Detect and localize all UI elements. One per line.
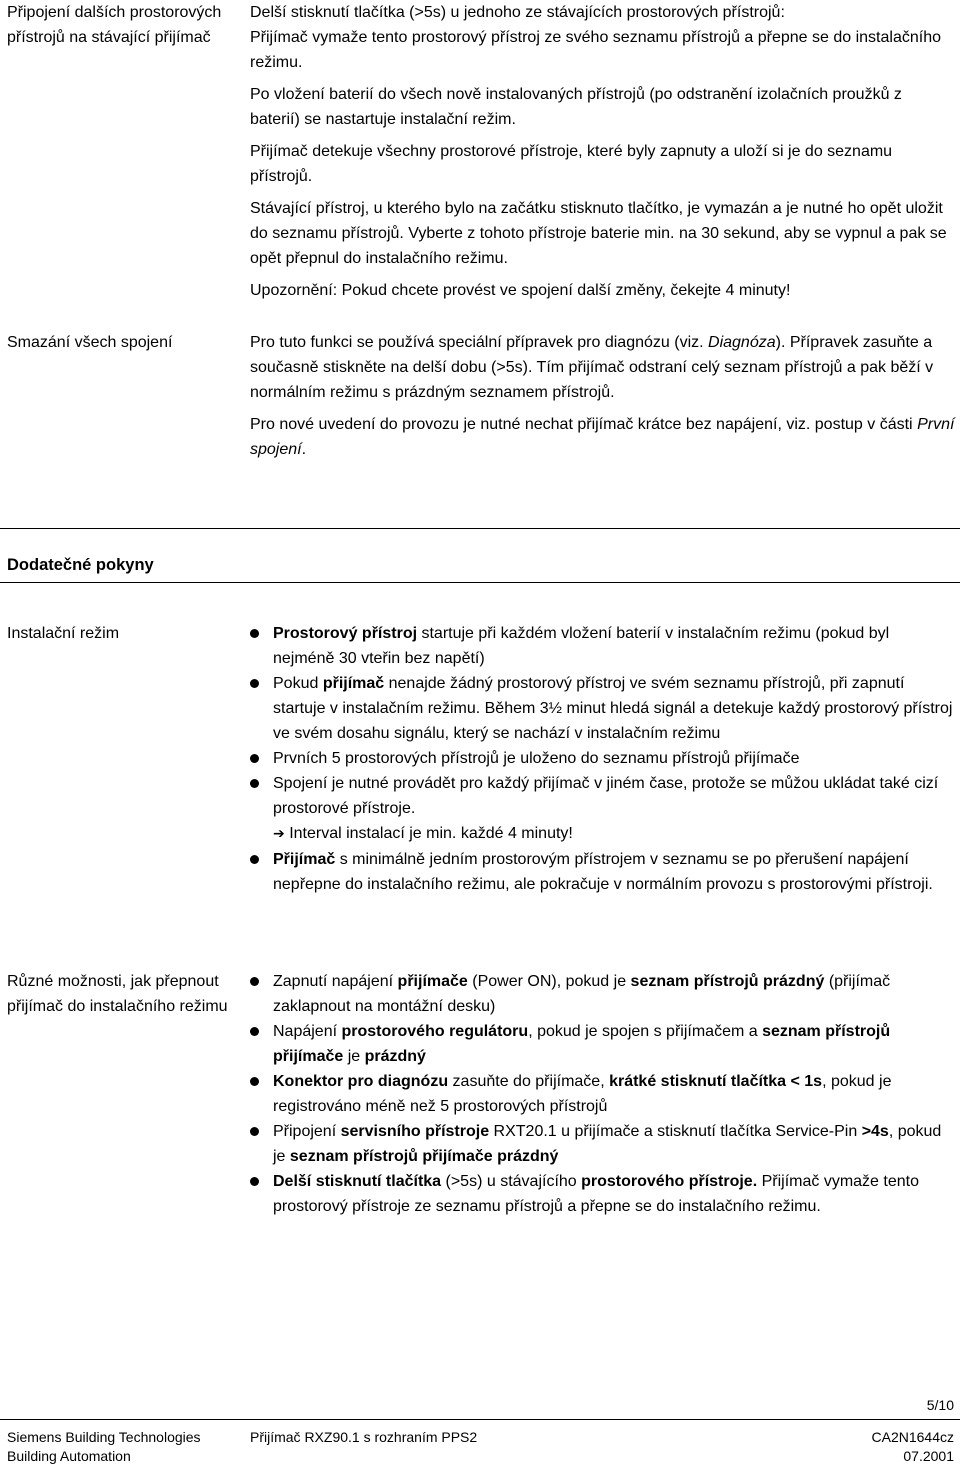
text-run: . <box>301 441 307 458</box>
bullet-icon <box>250 679 259 688</box>
bullet-icon <box>250 629 259 638</box>
section-divider <box>0 528 960 529</box>
side-label-text: Různé možnosti, jak přepnout přijímač do instalačního režimu <box>7 973 228 1015</box>
paragraph <box>250 412 955 462</box>
bold-text: přijímače <box>397 973 468 990</box>
bold-text: krátké stisknutí tlačítka < 1s <box>609 1073 823 1090</box>
text-run: Napájení <box>273 1023 342 1040</box>
text-run: je <box>343 1048 365 1065</box>
bold-text: Přijímač <box>273 851 336 868</box>
paragraph-line: Přijímač vymaže tento prostorový přístroj ze svého seznamu přístrojů a přepne se do instalačního režimu. <box>250 29 941 71</box>
text-run: , pokud je registrováno méně než 5 prostorových přístrojů <box>273 1073 892 1115</box>
warning-paragraph: Upozornění: Pokud chcete provést ve spojení další změny, čekejte 4 minuty! <box>250 282 791 299</box>
bullet-icon <box>250 754 259 763</box>
reference-italic: První spojení <box>250 416 955 458</box>
footer-company <box>7 1428 201 1466</box>
bold-text: servisního přístroje <box>340 1123 490 1140</box>
bold-text: prostorového přístroje. <box>581 1173 758 1190</box>
footer-document-code <box>872 1428 955 1466</box>
bold-text: Delší stisknutí tlačítka <box>273 1173 442 1190</box>
footer-text: 07.2001 <box>903 1448 954 1464</box>
text-run: nenajde žádný prostorový přístroj ve svém seznamu přístrojů, při zapnutí startuje v instalačním režimu. Během 3½ minut hledá signál a detekuje každý prostorový přístroj ve svém dosahu signálu, který se nachází v instalačním režimu <box>273 675 953 742</box>
page-number: 5/10 <box>926 1397 954 1413</box>
list-item <box>250 969 955 1019</box>
section-heading: Dodatečné pokyny <box>7 556 154 574</box>
section-body-installation-mode <box>250 621 955 897</box>
footer-text: CA2N1644cz <box>871 1429 954 1445</box>
paragraph: Po vložení baterií do všech nově instalovaných přístrojů (po odstranění izolačních proužků z baterií) se nastartuje instalační režim. <box>250 86 902 128</box>
footer-document-title <box>250 1428 477 1447</box>
bold-text: prázdný <box>364 1048 426 1065</box>
bullet-icon <box>250 1027 259 1036</box>
bullet-icon <box>250 1127 259 1136</box>
side-label-text: Instalační režim <box>7 625 120 642</box>
text-run: Pokud <box>273 675 323 692</box>
text-run: Prvních 5 prostorových přístrojů je uloženo do seznamu přístrojů přijímače <box>273 750 800 767</box>
text-run: zasuňte do přijímače, <box>448 1073 610 1090</box>
side-label-text: Smazání všech spojení <box>7 334 173 351</box>
footer-divider <box>0 1419 960 1420</box>
section-label-delete-connections <box>7 330 232 355</box>
text-run: Spojení je nutné provádět pro každý přijímač v jiném čase, protože se můžou ukládat také cizí prostorové přístroje. <box>273 775 939 817</box>
text-run: , pokud je <box>273 1123 942 1165</box>
bullet-list <box>250 621 955 897</box>
bold-text: >4s <box>861 1123 889 1140</box>
footer-text: Přijímač RXZ90.1 s rozhraním PPS2 <box>250 1429 478 1445</box>
footer-text: Siemens Building Technologies <box>7 1429 201 1445</box>
bullet-icon <box>250 779 259 788</box>
arrow-right-icon: ➔ <box>273 826 285 842</box>
text-run: Pro tuto funkci se používá speciální přípravek pro diagnózu (viz. <box>250 334 709 351</box>
list-item <box>250 746 955 771</box>
section-label-additional-devices <box>7 0 232 50</box>
text-run: Přijímač vymaže tento prostorový přístroje ze seznamu přístrojů a přepne se do instalačního režimu. <box>273 1173 919 1215</box>
text-run: (>5s) u stávajícího <box>441 1173 582 1190</box>
bold-text: seznam přístrojů přijímače <box>273 1023 891 1065</box>
text-run: s minimálně jedním prostorovým přístrojem v seznamu se po přerušení napájení nepřepne do instalačního režimu, ale pokračuje v normálním provozu s prostorovými přístroji. <box>273 851 933 893</box>
list-item <box>250 621 955 671</box>
text-run: ). Přípravek zasuňte a současně stiskněte na delší dobu (>5s). Tím přijímač odstraní celý seznam přístrojů a pak běží v normálním režimu s prázdným seznamem přístrojů. <box>250 334 934 401</box>
footer-text: Building Automation <box>7 1448 131 1464</box>
text-run: Zapnutí napájení <box>273 973 398 990</box>
list-item <box>250 1169 955 1219</box>
list-item <box>250 771 955 847</box>
paragraph <box>250 330 955 405</box>
paragraph-line: Delší stisknutí tlačítka (>5s) u jednoho ze stávajících prostorových přístrojů: <box>250 4 785 21</box>
text-run: Interval instalací je min. každé 4 minuty! <box>289 825 573 842</box>
text-run: RXT20.1 u přijímače a stisknutí tlačítka Service-Pin <box>489 1123 862 1140</box>
list-item <box>250 671 955 746</box>
bold-text: Prostorový přístroj <box>273 625 418 642</box>
list-item <box>250 1019 955 1069</box>
text-run: Připojení <box>273 1123 341 1140</box>
reference-italic: Diagnóza <box>708 334 776 351</box>
list-item <box>250 847 955 897</box>
bold-text: seznam přístrojů přijímače prázdný <box>289 1148 559 1165</box>
bullet-icon <box>250 1077 259 1086</box>
side-label-text: Připojení dalších prostorových přístrojů na stávající přijímač <box>7 4 222 46</box>
section-label-switch-options <box>7 969 232 1019</box>
bullet-list <box>250 969 955 1219</box>
bold-text: prostorového regulátoru <box>341 1023 529 1040</box>
section-body-additional-devices <box>250 0 955 310</box>
section-body-delete-connections <box>250 330 955 469</box>
text-run: , pokud je spojen s přijímačem a <box>528 1023 763 1040</box>
paragraph: Přijímač detekuje všechny prostorové přístroje, které byly zapnuty a uloží si je do seznamu přístrojů. <box>250 143 893 185</box>
paragraph <box>250 0 955 75</box>
text-run: (přijímač zaklapnout na montážní desku) <box>273 973 891 1015</box>
text-run: startuje při každém vložení baterií v instalačním režimu (pokud byl nejméně 30 vteřin bez napětí) <box>273 625 890 667</box>
paragraph: Stávající přístroj, u kterého bylo na začátku stisknuto tlačítko, je vymazán a je nutné ho opět uložit do seznamu přístrojů. Vyberte z tohoto přístroje baterie min. na 30 sekund, aby se vypnul a pak se opět přepnul do instalačního režimu. <box>250 200 947 267</box>
list-item <box>250 1069 955 1119</box>
bullet-icon <box>250 977 259 986</box>
section-body-switch-options <box>250 969 955 1219</box>
bullet-icon <box>250 855 259 864</box>
bold-text: seznam přístrojů prázdný <box>630 973 825 990</box>
section-label-installation-mode <box>7 621 232 646</box>
list-item <box>250 1119 955 1169</box>
bold-text: přijímač <box>322 675 385 692</box>
bold-text: Konektor pro diagnózu <box>273 1073 449 1090</box>
text-run: Pro nové uvedení do provozu je nutné nechat přijímač krátce bez napájení, viz. postup v části <box>250 416 918 433</box>
text-run: (Power ON), pokud je <box>467 973 631 990</box>
bullet-icon <box>250 1177 259 1186</box>
section-divider <box>0 582 960 583</box>
